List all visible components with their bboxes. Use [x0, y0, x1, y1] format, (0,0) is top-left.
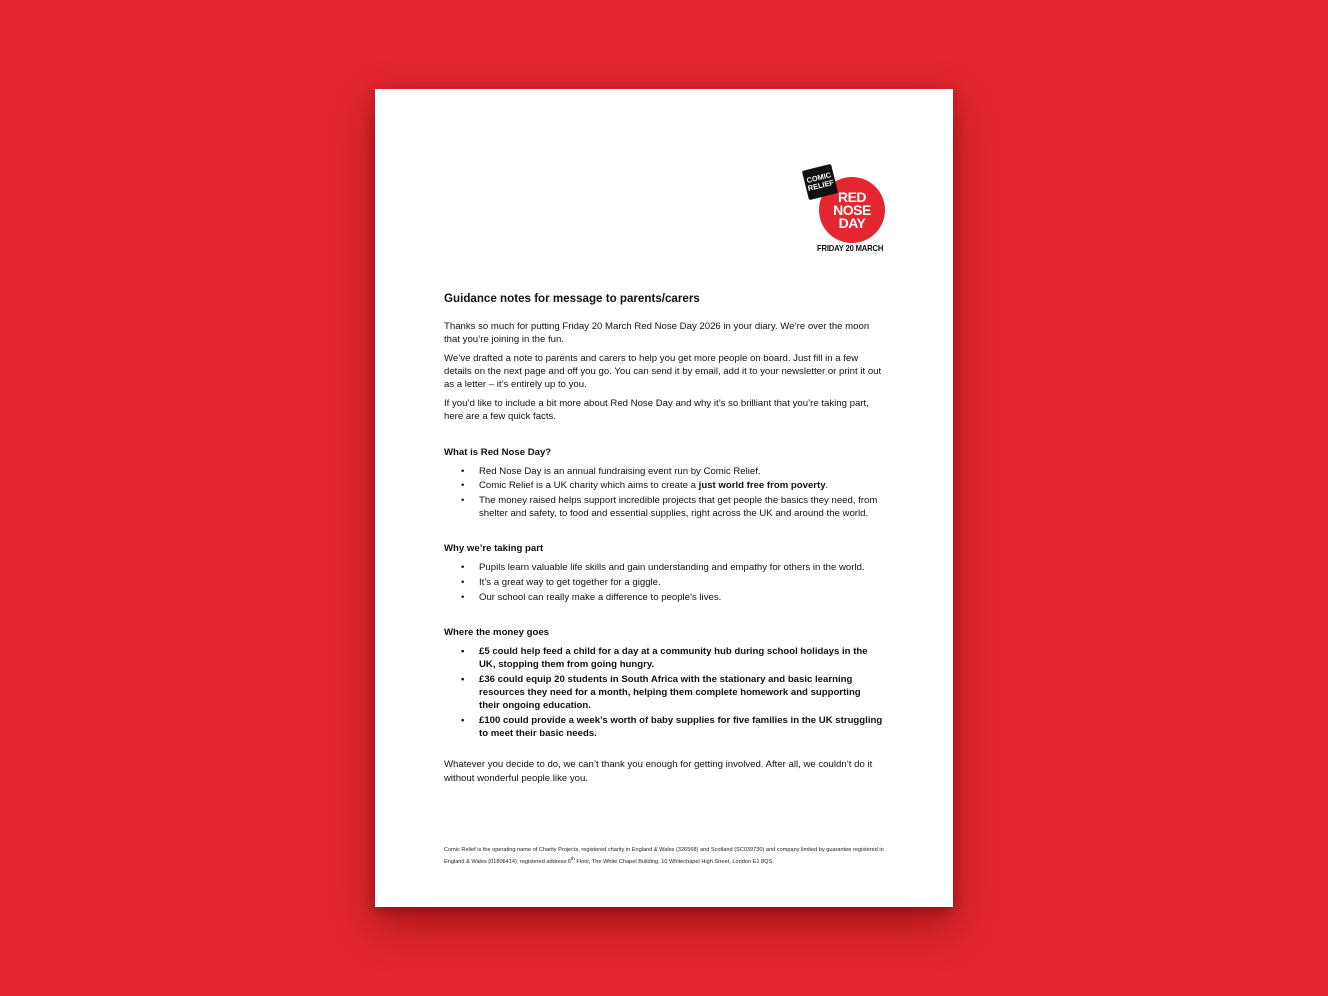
- intro-paragraph-3: If you’d like to include a bit more about Red Nose Day and why it’s so brilliant that you’re taking part, here are a few quick facts.: [444, 398, 869, 423]
- closing-paragraph: Whatever you decide to do, we can’t thank you enough for getting involved. After all, we couldn’t do it without wonderful people like you.: [444, 759, 873, 784]
- section-heading-money: Where the money goes: [444, 627, 550, 639]
- list-item: • Our school can really make a difference to people’s lives.: [479, 591, 884, 604]
- list-item-text: .: [825, 480, 829, 492]
- footer-text: Comic Relief is the operating name of Charity Projects, registered charity in England & Wales (326568) and Scotland (SC039730) and company limited by guarantee registered in England & Wales (01806414), registered address 6: [444, 847, 884, 865]
- footer-superscript: th: [570, 855, 575, 861]
- section-heading-what: What is Red Nose Day?: [444, 446, 552, 458]
- red-nose-day-logo: [803, 163, 887, 255]
- legal-footer: [444, 846, 884, 866]
- list-item: • £5 could help feed a child for a day at a community hub during school holidays in the UK, stopping them from going hungry.: [479, 645, 884, 671]
- page-title: Guidance notes for message to parents/carers: [444, 292, 700, 305]
- document-page: [375, 89, 953, 907]
- what-list: [444, 465, 884, 521]
- list-item: • £36 could equip 20 students in South Africa with the stationary and basic learning resources they need for a month, helping them complete homework and supporting their ongoing education.: [479, 673, 884, 713]
- red-nose-day-circle: RED NOSE DAY: [819, 177, 885, 243]
- footer-text: Floor, The White Chapel Building, 10 Whitechapel High Street, London E1 8QS.: [574, 858, 774, 865]
- section-heading-why: Why we’re taking part: [444, 543, 544, 555]
- list-item: [479, 479, 884, 492]
- comic-relief-logo: COMIC RELIEF: [802, 164, 838, 200]
- intro-paragraph-2: We’ve drafted a note to parents and carers to help you get more people on board. Just fill in a few details on the next page and off you go. You can send it by email, add it to your newsletter or print it out as a letter – it’s entirely up to you.: [444, 353, 882, 391]
- list-item-bold-text: just world free from poverty: [698, 480, 826, 492]
- document-body: [444, 292, 884, 790]
- list-item: • The money raised helps support incredible projects that get people the basics they need, from shelter and safety, to food and essential supplies, right across the UK and around the world.: [479, 494, 884, 520]
- list-item-text: Comic Relief is a UK charity which aims to create a: [479, 480, 699, 492]
- list-item: • It’s a great way to get together for a giggle.: [479, 576, 884, 589]
- intro-paragraph-1: Thanks so much for putting Friday 20 March Red Nose Day 2026 in your diary. We’re over the moon that you’re joining in the fun.: [444, 321, 870, 346]
- logo-date: FRIDAY 20 MARCH: [817, 243, 884, 253]
- why-list: [444, 561, 884, 604]
- list-item: • Red Nose Day is an annual fundraising event run by Comic Relief.: [479, 465, 884, 478]
- list-item: • Pupils learn valuable life skills and gain understanding and empathy for others in the world.: [479, 561, 884, 574]
- money-list: [444, 645, 884, 740]
- list-item: • £100 could provide a week’s worth of baby supplies for five families in the UK struggling to meet their basic needs.: [479, 714, 884, 740]
